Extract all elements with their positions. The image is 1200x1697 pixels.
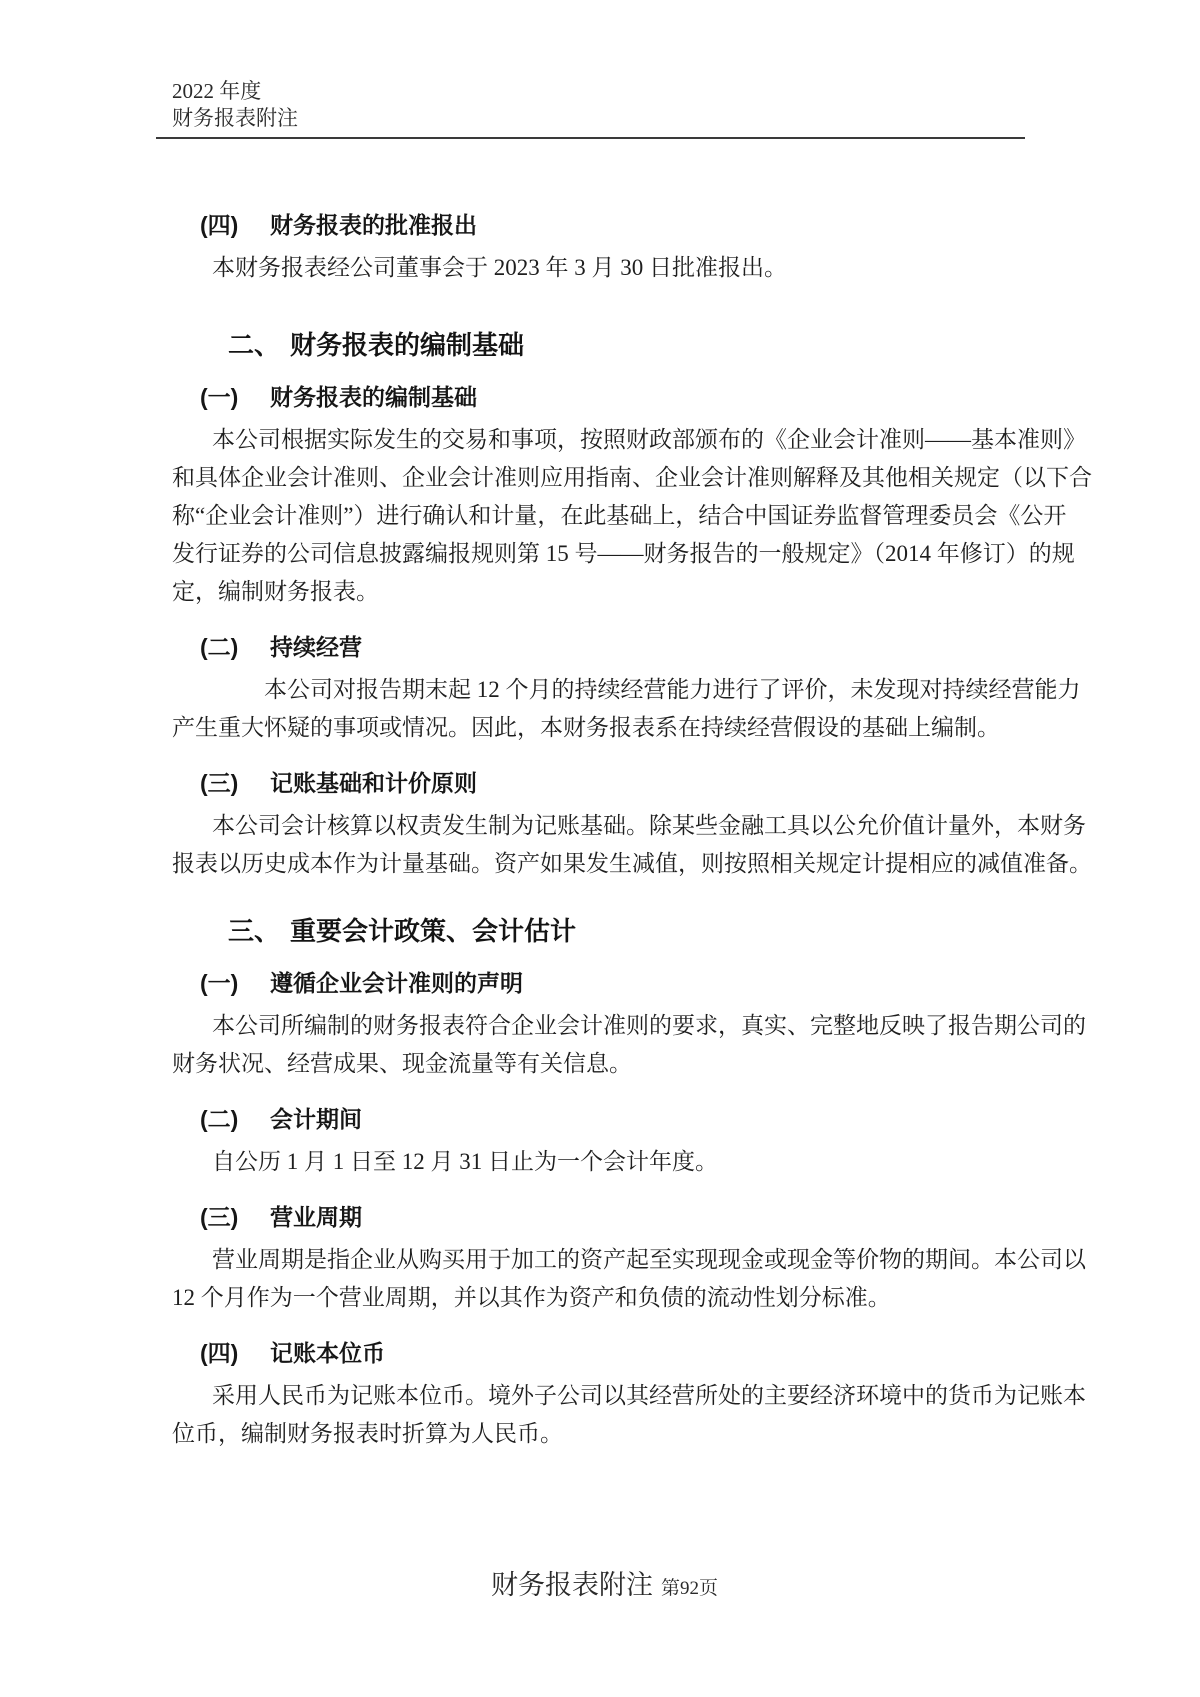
section-title: 营业周期 bbox=[270, 1204, 362, 1230]
section-number: (四) bbox=[200, 1340, 239, 1366]
section-title: 财务报表的批准报出 bbox=[270, 212, 477, 238]
chapter-heading-accounting-policies bbox=[172, 913, 1037, 949]
section-number: (一) bbox=[200, 970, 239, 996]
section-heading-going-concern bbox=[172, 631, 1037, 663]
header-doc-title: 财务报表附注 bbox=[172, 106, 298, 130]
paragraph-compliance-statement bbox=[172, 1007, 1086, 1083]
section-title: 会计期间 bbox=[270, 1106, 362, 1132]
paragraph-operating-cycle bbox=[172, 1241, 1086, 1317]
page-footer bbox=[172, 1563, 1037, 1602]
paragraph-preparation-basis bbox=[172, 421, 1092, 611]
section-heading-functional-currency bbox=[172, 1337, 1037, 1369]
paragraph-accounting-period bbox=[172, 1143, 1037, 1181]
paragraph-line: 自公历 1 月 1 日至 12 月 31 日止为一个会计年度。 bbox=[212, 1149, 718, 1174]
section-title: 遵循企业会计准则的声明 bbox=[270, 970, 523, 996]
chapter-number: 三、 bbox=[228, 916, 281, 946]
section-number: (三) bbox=[200, 1204, 239, 1230]
section-number: (二) bbox=[200, 1106, 239, 1132]
paragraph-line: 12 个月作为一个营业周期，并以其作为资产和负债的流动性划分标准。 bbox=[172, 1285, 891, 1310]
paragraph-line: 财务状况、经营成果、现金流量等有关信息。 bbox=[172, 1051, 632, 1076]
footer-page-number: 第92页 bbox=[660, 1578, 718, 1599]
section-heading-accounting-basis bbox=[172, 767, 1037, 799]
report-year: 2022 年度 bbox=[172, 79, 262, 103]
footer-doc-title: 财务报表附注 bbox=[490, 1570, 653, 1600]
paragraph-line: 位币，编制财务报表时折算为人民币。 bbox=[172, 1421, 563, 1446]
paragraph-accounting-basis bbox=[172, 807, 1092, 883]
page-header bbox=[172, 78, 1037, 139]
paragraph-going-concern bbox=[172, 671, 1081, 747]
section-heading-preparation-basis bbox=[172, 381, 1037, 413]
paragraph-line: 本公司会计核算以权责发生制为记账基础。除某些金融工具以公允价值计量外，本财务 bbox=[212, 813, 1086, 838]
paragraph-line: 本公司所编制的财务报表符合企业会计准则的要求，真实、完整地反映了报告期公司的 bbox=[212, 1013, 1086, 1038]
chapter-number: 二、 bbox=[228, 330, 281, 360]
section-number: (二) bbox=[200, 634, 239, 660]
chapter-heading-preparation-basis bbox=[172, 327, 1037, 363]
paragraph-line: 本公司对报告期末起 12 个月的持续经营能力进行了评价，未发现对持续经营能力 bbox=[264, 677, 1081, 702]
section-number: (一) bbox=[200, 384, 239, 410]
section-number: (三) bbox=[200, 770, 239, 796]
section-title: 记账基础和计价原则 bbox=[270, 770, 477, 796]
paragraph-line: 采用人民币为记账本位币。境外子公司以其经营所处的主要经济环境中的货币为记账本 bbox=[212, 1383, 1086, 1408]
chapter-title: 重要会计政策、会计估计 bbox=[290, 916, 577, 946]
paragraph-line: 产生重大怀疑的事项或情况。因此，本财务报表系在持续经营假设的基础上编制。 bbox=[172, 715, 1000, 740]
paragraph-approval bbox=[172, 249, 1037, 287]
paragraph-line: 本公司根据实际发生的交易和事项，按照财政部颁布的《企业会计准则——基本准则》 bbox=[212, 427, 1086, 452]
section-title: 财务报表的编制基础 bbox=[270, 384, 477, 410]
section-heading-operating-cycle bbox=[172, 1201, 1037, 1233]
chapter-title: 财务报表的编制基础 bbox=[290, 330, 525, 360]
section-heading-compliance-statement bbox=[172, 967, 1037, 999]
header-divider bbox=[156, 137, 1025, 139]
section-title: 持续经营 bbox=[270, 634, 362, 660]
section-number: (四) bbox=[200, 212, 239, 238]
paragraph-line: 营业周期是指企业从购买用于加工的资产起至实现现金或现金等价物的期间。本公司以 bbox=[212, 1247, 1086, 1272]
paragraph-line: 和具体企业会计准则、企业会计准则应用指南、企业会计准则解释及其他相关规定（以下合 bbox=[172, 465, 1092, 490]
section-heading-accounting-period bbox=[172, 1103, 1037, 1135]
paragraph-functional-currency bbox=[172, 1377, 1086, 1453]
paragraph-line: 定，编制财务报表。 bbox=[172, 579, 379, 604]
paragraph-line: 报表以历史成本作为计量基础。资产如果发生减值，则按照相关规定计提相应的减值准备。 bbox=[172, 851, 1092, 876]
paragraph-line: 本财务报表经公司董事会于 2023 年 3 月 30 日批准报出。 bbox=[212, 255, 787, 280]
paragraph-line: 称“企业会计准则”）进行确认和计量，在此基础上，结合中国证券监督管理委员会《公开 bbox=[172, 503, 1067, 528]
section-heading-approval bbox=[172, 209, 1037, 241]
section-title: 记账本位币 bbox=[270, 1340, 385, 1366]
paragraph-line: 发行证券的公司信息披露编报规则第 15 号——财务报告的一般规定》（2014 年修订）的规 bbox=[172, 541, 1075, 566]
